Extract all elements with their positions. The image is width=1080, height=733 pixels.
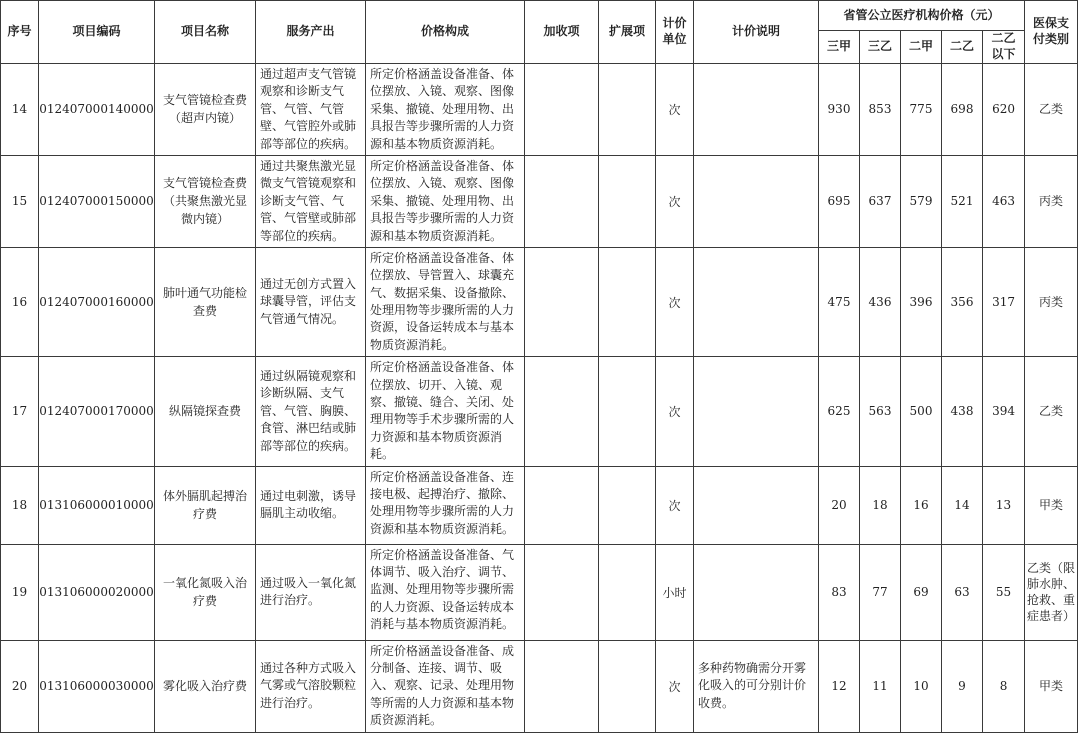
header-insurance: 医保支付类别	[1025, 1, 1078, 64]
row-extend	[599, 247, 656, 356]
header-price-group: 省管公立医疗机构价格（元）	[819, 1, 1025, 31]
row-unit: 小时	[656, 544, 694, 640]
table-row	[1, 247, 1078, 356]
row-note	[694, 544, 819, 640]
row-extend	[599, 357, 656, 466]
row-price-sanjia: 930	[819, 64, 860, 156]
row-seq: 19	[1, 544, 39, 640]
row-extend	[599, 64, 656, 156]
row-addon	[525, 466, 599, 544]
row-composition: 所定价格涵盖设备准备、气体调节、吸入治疗、调节、监测、处理用物等步骤所需的人力资源、设备运转成本消耗与基本物质资源消耗。	[366, 544, 525, 640]
row-name: 一氧化氮吸入治疗费	[155, 544, 256, 640]
row-extend	[599, 155, 656, 247]
row-price-sanjia: 475	[819, 247, 860, 356]
row-output: 通过吸入一氧化氮进行治疗。	[256, 544, 366, 640]
row-note	[694, 155, 819, 247]
row-note: 多种药物确需分开雾化吸入的可分别计价收费。	[694, 640, 819, 732]
row-price-erjia: 396	[901, 247, 942, 356]
row-insurance: 乙类	[1025, 64, 1078, 156]
row-price-eryi: 438	[942, 357, 983, 466]
row-price-erjia: 69	[901, 544, 942, 640]
row-addon	[525, 247, 599, 356]
row-code: 013106000020000	[39, 544, 155, 640]
row-price-eryi: 698	[942, 64, 983, 156]
row-price-eryi: 521	[942, 155, 983, 247]
row-composition: 所定价格涵盖设备准备、连接电极、起搏治疗、撤除、处理用物等步骤所需的人力资源和基本物质资源消耗。	[366, 466, 525, 544]
row-price-eryi: 356	[942, 247, 983, 356]
row-composition: 所定价格涵盖设备准备、体位摆放、入镜、观察、图像采集、撤镜、处理用物、出具报告等步骤所需的人力资源和基本物质资源消耗。	[366, 64, 525, 156]
row-output: 通过超声支气管镜观察和诊断支气管、气管、气管壁、气管腔外或肺部等部位的疾病。	[256, 64, 366, 156]
row-seq: 14	[1, 64, 39, 156]
row-price-erjia: 10	[901, 640, 942, 732]
row-seq: 16	[1, 247, 39, 356]
row-price-sanjia: 12	[819, 640, 860, 732]
header-code: 项目编码	[39, 1, 155, 64]
row-insurance: 丙类	[1025, 247, 1078, 356]
row-composition: 所定价格涵盖设备准备、体位摆放、切开、入镜、观察、撤镜、缝合、关闭、处理用物等手术步骤所需的人力资源和基本物质资源消耗。	[366, 357, 525, 466]
row-unit: 次	[656, 357, 694, 466]
row-insurance: 乙类（限肺水肿、抢救、重症患者）	[1025, 544, 1078, 640]
header-tier-erjia: 二甲	[901, 31, 942, 64]
row-price-below-eryi: 13	[983, 466, 1025, 544]
row-price-sanjia: 695	[819, 155, 860, 247]
row-price-erjia: 500	[901, 357, 942, 466]
row-unit: 次	[656, 247, 694, 356]
header-tier-eryi: 二乙	[942, 31, 983, 64]
row-price-below-eryi: 317	[983, 247, 1025, 356]
table-body	[1, 64, 1078, 733]
row-code: 013106000030000	[39, 640, 155, 732]
row-insurance: 甲类	[1025, 640, 1078, 732]
row-name: 支气管镜检查费（超声内镜）	[155, 64, 256, 156]
row-price-sanjia: 83	[819, 544, 860, 640]
header-name: 项目名称	[155, 1, 256, 64]
row-addon	[525, 357, 599, 466]
row-unit: 次	[656, 466, 694, 544]
row-code: 012407000140000	[39, 64, 155, 156]
row-code: 012407000170000	[39, 357, 155, 466]
row-price-erjia: 579	[901, 155, 942, 247]
row-seq: 18	[1, 466, 39, 544]
row-price-sanyi: 563	[860, 357, 901, 466]
row-addon	[525, 64, 599, 156]
row-output: 通过纵隔镜观察和诊断纵隔、支气管、气管、胸膜、食管、淋巴结或肺部等部位的疾病。	[256, 357, 366, 466]
row-insurance: 丙类	[1025, 155, 1078, 247]
row-price-below-eryi: 55	[983, 544, 1025, 640]
row-composition: 所定价格涵盖设备准备、体位摆放、导管置入、球囊充气、数据采集、设备撤除、处理用物等步骤所需的人力资源，设备运转成本与基本物质资源消耗。	[366, 247, 525, 356]
row-insurance: 甲类	[1025, 466, 1078, 544]
header-tier-sanjia: 三甲	[819, 31, 860, 64]
row-unit: 次	[656, 640, 694, 732]
row-name: 体外膈肌起搏治疗费	[155, 466, 256, 544]
row-note	[694, 357, 819, 466]
table-row	[1, 640, 1078, 732]
row-code: 013106000010000	[39, 466, 155, 544]
row-code: 012407000160000	[39, 247, 155, 356]
table-row	[1, 357, 1078, 466]
row-price-sanyi: 853	[860, 64, 901, 156]
row-seq: 20	[1, 640, 39, 732]
row-price-eryi: 9	[942, 640, 983, 732]
row-note	[694, 64, 819, 156]
row-price-eryi: 63	[942, 544, 983, 640]
row-extend	[599, 466, 656, 544]
header-output: 服务产出	[256, 1, 366, 64]
row-output: 通过各种方式吸入气雾或气溶胶颗粒进行治疗。	[256, 640, 366, 732]
header-unit: 计价单位	[656, 1, 694, 64]
row-addon	[525, 155, 599, 247]
row-name: 雾化吸入治疗费	[155, 640, 256, 732]
header-seq: 序号	[1, 1, 39, 64]
header-tier-sanyi: 三乙	[860, 31, 901, 64]
row-name: 肺叶通气功能检查费	[155, 247, 256, 356]
row-output: 通过共聚焦激光显微支气管镜观察和诊断支气管、气管、气管壁或肺部等部位的疾病。	[256, 155, 366, 247]
row-price-below-eryi: 620	[983, 64, 1025, 156]
row-price-erjia: 16	[901, 466, 942, 544]
row-note	[694, 466, 819, 544]
row-code: 012407000150000	[39, 155, 155, 247]
row-seq: 17	[1, 357, 39, 466]
table-row	[1, 466, 1078, 544]
row-name: 支气管镜检查费（共聚焦激光显微内镜）	[155, 155, 256, 247]
row-note	[694, 247, 819, 356]
row-price-below-eryi: 8	[983, 640, 1025, 732]
header-tier-below-eryi: 二乙以下	[983, 31, 1025, 64]
row-price-sanjia: 625	[819, 357, 860, 466]
row-addon	[525, 640, 599, 732]
row-output: 通过电刺激，诱导膈肌主动收缩。	[256, 466, 366, 544]
table-row	[1, 64, 1078, 156]
row-price-sanjia: 20	[819, 466, 860, 544]
row-addon	[525, 544, 599, 640]
row-extend	[599, 544, 656, 640]
row-price-sanyi: 436	[860, 247, 901, 356]
row-name: 纵隔镜探查费	[155, 357, 256, 466]
row-price-sanyi: 11	[860, 640, 901, 732]
row-composition: 所定价格涵盖设备准备、体位摆放、入镜、观察、图像采集、撤镜、处理用物、出具报告等步骤所需的人力资源和基本物质资源消耗。	[366, 155, 525, 247]
row-price-below-eryi: 394	[983, 357, 1025, 466]
header-extend: 扩展项	[599, 1, 656, 64]
row-output: 通过无创方式置入球囊导管，评估支气管通气情况。	[256, 247, 366, 356]
row-unit: 次	[656, 64, 694, 156]
header-note: 计价说明	[694, 1, 819, 64]
row-price-sanyi: 18	[860, 466, 901, 544]
row-price-eryi: 14	[942, 466, 983, 544]
header-addon: 加收项	[525, 1, 599, 64]
row-seq: 15	[1, 155, 39, 247]
row-composition: 所定价格涵盖设备准备、成分制备、连接、调节、吸入、观察、记录、处理用物等所需的人力资源和基本物质资源消耗。	[366, 640, 525, 732]
row-price-sanyi: 637	[860, 155, 901, 247]
row-insurance: 乙类	[1025, 357, 1078, 466]
table-row	[1, 544, 1078, 640]
row-extend	[599, 640, 656, 732]
table-header	[1, 1, 1078, 64]
row-price-sanyi: 77	[860, 544, 901, 640]
row-price-erjia: 775	[901, 64, 942, 156]
row-price-below-eryi: 463	[983, 155, 1025, 247]
row-unit: 次	[656, 155, 694, 247]
table-row	[1, 155, 1078, 247]
header-composition: 价格构成	[366, 1, 525, 64]
